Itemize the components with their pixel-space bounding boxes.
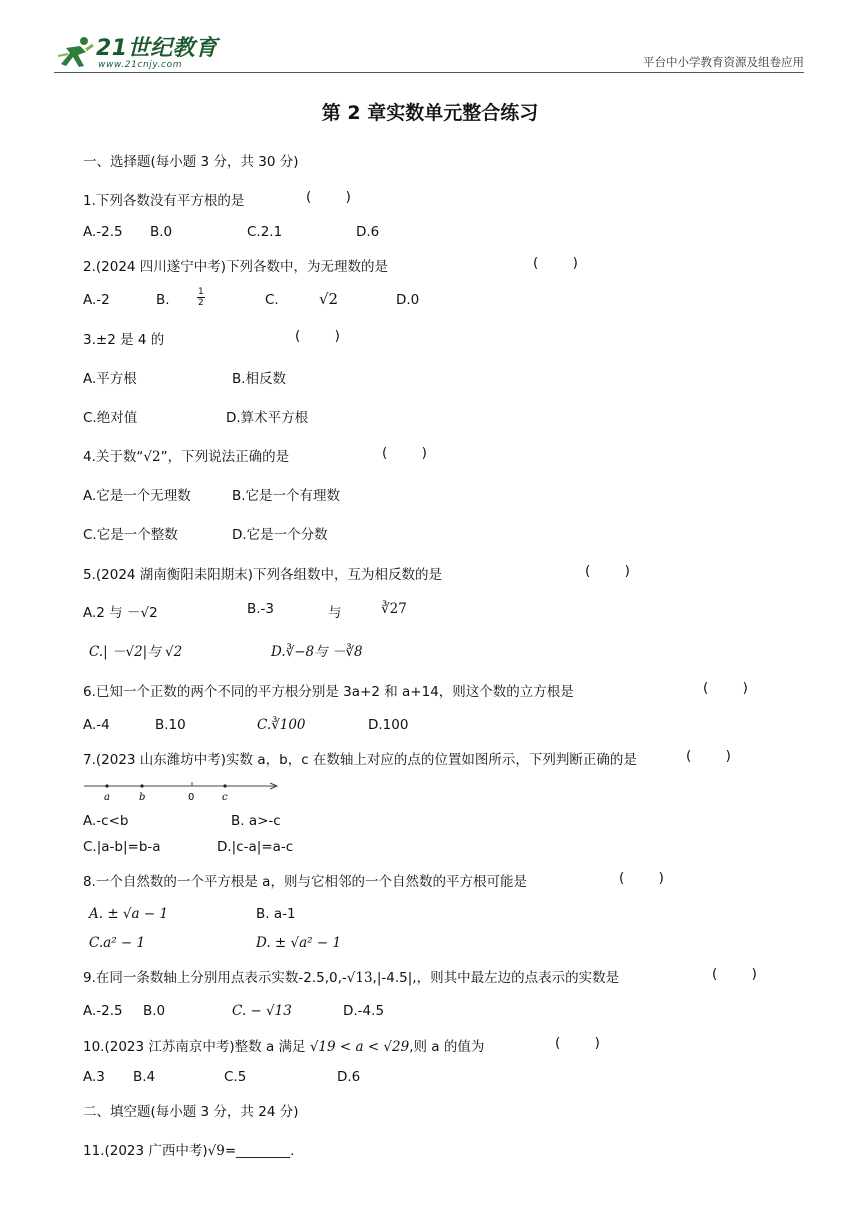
option-d: D.算术平方根 <box>226 410 309 426</box>
option-d: D.6 <box>356 224 380 240</box>
page-title: 第 2 章实数单元整合练习 <box>321 102 539 124</box>
option-a: A.-2 <box>83 292 110 308</box>
option-a: A.它是一个无理数 <box>83 488 191 504</box>
question-stem: 10.(2023 江苏南京中考)整数 a 满足 <box>83 1039 306 1055</box>
option-a: A.-2.5 <box>83 1003 123 1019</box>
question-1 <box>83 189 351 209</box>
label-zero: 0 <box>188 792 195 803</box>
answer-paren: ( ) <box>306 189 351 205</box>
question-stem: 1.下列各数没有平方根的是 <box>83 193 245 209</box>
question-stem: 5.(2024 湖南衡阳耒阳期末)下列各组数中，互为相反数的是 <box>83 567 443 583</box>
logo-text: 21世纪教育 <box>96 36 218 61</box>
point-a <box>105 784 108 787</box>
option-d: D.0 <box>396 292 420 308</box>
option-b: B.0 <box>150 224 173 240</box>
section-heading: 一、选择题(每小题 3 分，共 30 分) <box>83 154 299 170</box>
option-a: A.-2.5 <box>83 224 123 240</box>
option-c: C.∛100 <box>257 717 306 733</box>
option-b: B. <box>156 292 170 308</box>
question-10: 10.(2023 江苏南京中考)整数 a 满足 √19 < a < √29,则 a 的值为 ( ) <box>83 1035 600 1055</box>
question-9: 9.在同一条数轴上分别用点表示实数-2.5,0,-√13,|-4.5|,，则其中最左边的点表示的实数是 ( ) <box>83 966 757 986</box>
option-b: B.它是一个有理数 <box>232 488 341 504</box>
question-3 <box>83 328 340 348</box>
option-d: D.6 <box>337 1069 361 1085</box>
answer-paren: ( ) <box>555 1035 600 1051</box>
option-c: C.它是一个整数 <box>83 527 178 543</box>
question-stem: 3.±2 是 4 的 <box>83 332 165 348</box>
option-d: D.|c-a|=a-c <box>217 839 294 855</box>
section-heading: 二、填空题(每小题 3 分，共 24 分) <box>83 1104 299 1120</box>
question-6 <box>83 680 748 700</box>
header-slogan: 平台中小学教育资源及组卷应用 <box>643 55 804 69</box>
option-b-with: 与 <box>328 605 342 621</box>
point-b <box>140 784 143 787</box>
answer-paren: ( ) <box>382 445 427 461</box>
option-c: C.a² − 1 <box>89 935 146 951</box>
option-c: C.| －√2|与 √2 <box>89 644 183 660</box>
option-a: A.3 <box>83 1069 105 1085</box>
runner-logo-icon <box>58 36 94 70</box>
question-8 <box>83 870 664 890</box>
option-c-expr: √2 <box>319 290 339 308</box>
math-expr: √13 <box>346 970 373 986</box>
answer-paren: ( ) <box>533 255 578 271</box>
answer-paren: ( ) <box>686 748 731 764</box>
question-11 <box>83 1139 294 1159</box>
option-b: B.相反数 <box>232 371 287 387</box>
question-7 <box>83 748 731 768</box>
option-b: B. a>-c <box>231 813 281 829</box>
option-b: B. a-1 <box>256 906 296 922</box>
answer-paren: ( ) <box>585 563 630 579</box>
question-stem: 9.在同一条数轴上分别用点表示实数-2.5,0,- <box>83 970 347 986</box>
option-c: C.|a-b|=b-a <box>83 839 161 855</box>
answer-paren: ( ) <box>703 680 748 696</box>
option-a: A.平方根 <box>83 371 137 387</box>
question-stem: 7.(2023 山东潍坊中考)实数 a，b，c 在数轴上对应的点的位置如图所示，下列判断正确的是 <box>83 752 637 768</box>
option-b: B.10 <box>155 717 186 733</box>
answer-paren: ( ) <box>295 328 340 344</box>
number-line-diagram <box>84 780 280 804</box>
label-b: b <box>139 792 146 803</box>
option-b-expr: ∛27 <box>381 601 407 617</box>
question-5 <box>83 563 630 583</box>
option-a: A.-c<b <box>83 813 129 829</box>
point-c <box>223 784 226 787</box>
label-a: a <box>104 792 110 803</box>
math-expr: √2 <box>143 449 161 465</box>
question-stem: 4.关于数“ <box>83 449 144 465</box>
option-a: A. ± √a − 1 <box>89 906 169 922</box>
math-expr: √9 <box>207 1143 225 1159</box>
option-d: D.100 <box>368 717 409 733</box>
question-stem: 11.(2023 广西中考) <box>83 1143 208 1159</box>
question-stem: 2.(2024 四川遂宁中考)下列各数中，为无理数的是 <box>83 259 389 275</box>
math-expr: √19 < a < √29 <box>309 1039 410 1055</box>
option-d: D.∛−8与 －∛8 <box>271 644 363 660</box>
question-2 <box>83 255 578 275</box>
option-a: A.-4 <box>83 717 110 733</box>
option-c: C. <box>265 292 279 308</box>
option-b: B.0 <box>143 1003 166 1019</box>
option-c: C.绝对值 <box>83 410 138 426</box>
brand-logo <box>58 30 258 74</box>
question-stem: 6.已知一个正数的两个不同的平方根分别是 3a+2 和 a+14，则这个数的立方根是 <box>83 684 574 700</box>
option-d: D.-4.5 <box>343 1003 385 1019</box>
answer-paren: ( ) <box>619 870 664 886</box>
logo-url: www.21cnjy.com <box>98 60 183 70</box>
page-header <box>54 28 804 74</box>
question-4: 4.关于数“√2”，下列说法正确的是 ( ) <box>83 445 427 465</box>
option-a: A.2 与 －√2 <box>83 605 158 621</box>
header-divider <box>54 72 804 73</box>
question-stem: 8.一个自然数的一个平方根是 a，则与它相邻的一个自然数的平方根可能是 <box>83 874 527 890</box>
answer-paren: ( ) <box>712 966 757 982</box>
fraction: $\frac{1}{2}$ <box>198 287 204 308</box>
option-b: B.-3 <box>247 601 275 617</box>
answer-blank: =________. <box>224 1143 295 1159</box>
option-d: D.它是一个分数 <box>232 527 328 543</box>
option-c: C. − √13 <box>232 1003 292 1019</box>
option-d: D. ± √a² − 1 <box>256 935 342 951</box>
label-c: c <box>222 792 228 803</box>
option-b: B.4 <box>133 1069 156 1085</box>
option-c: C.5 <box>224 1069 247 1085</box>
option-c: C.2.1 <box>247 224 283 240</box>
